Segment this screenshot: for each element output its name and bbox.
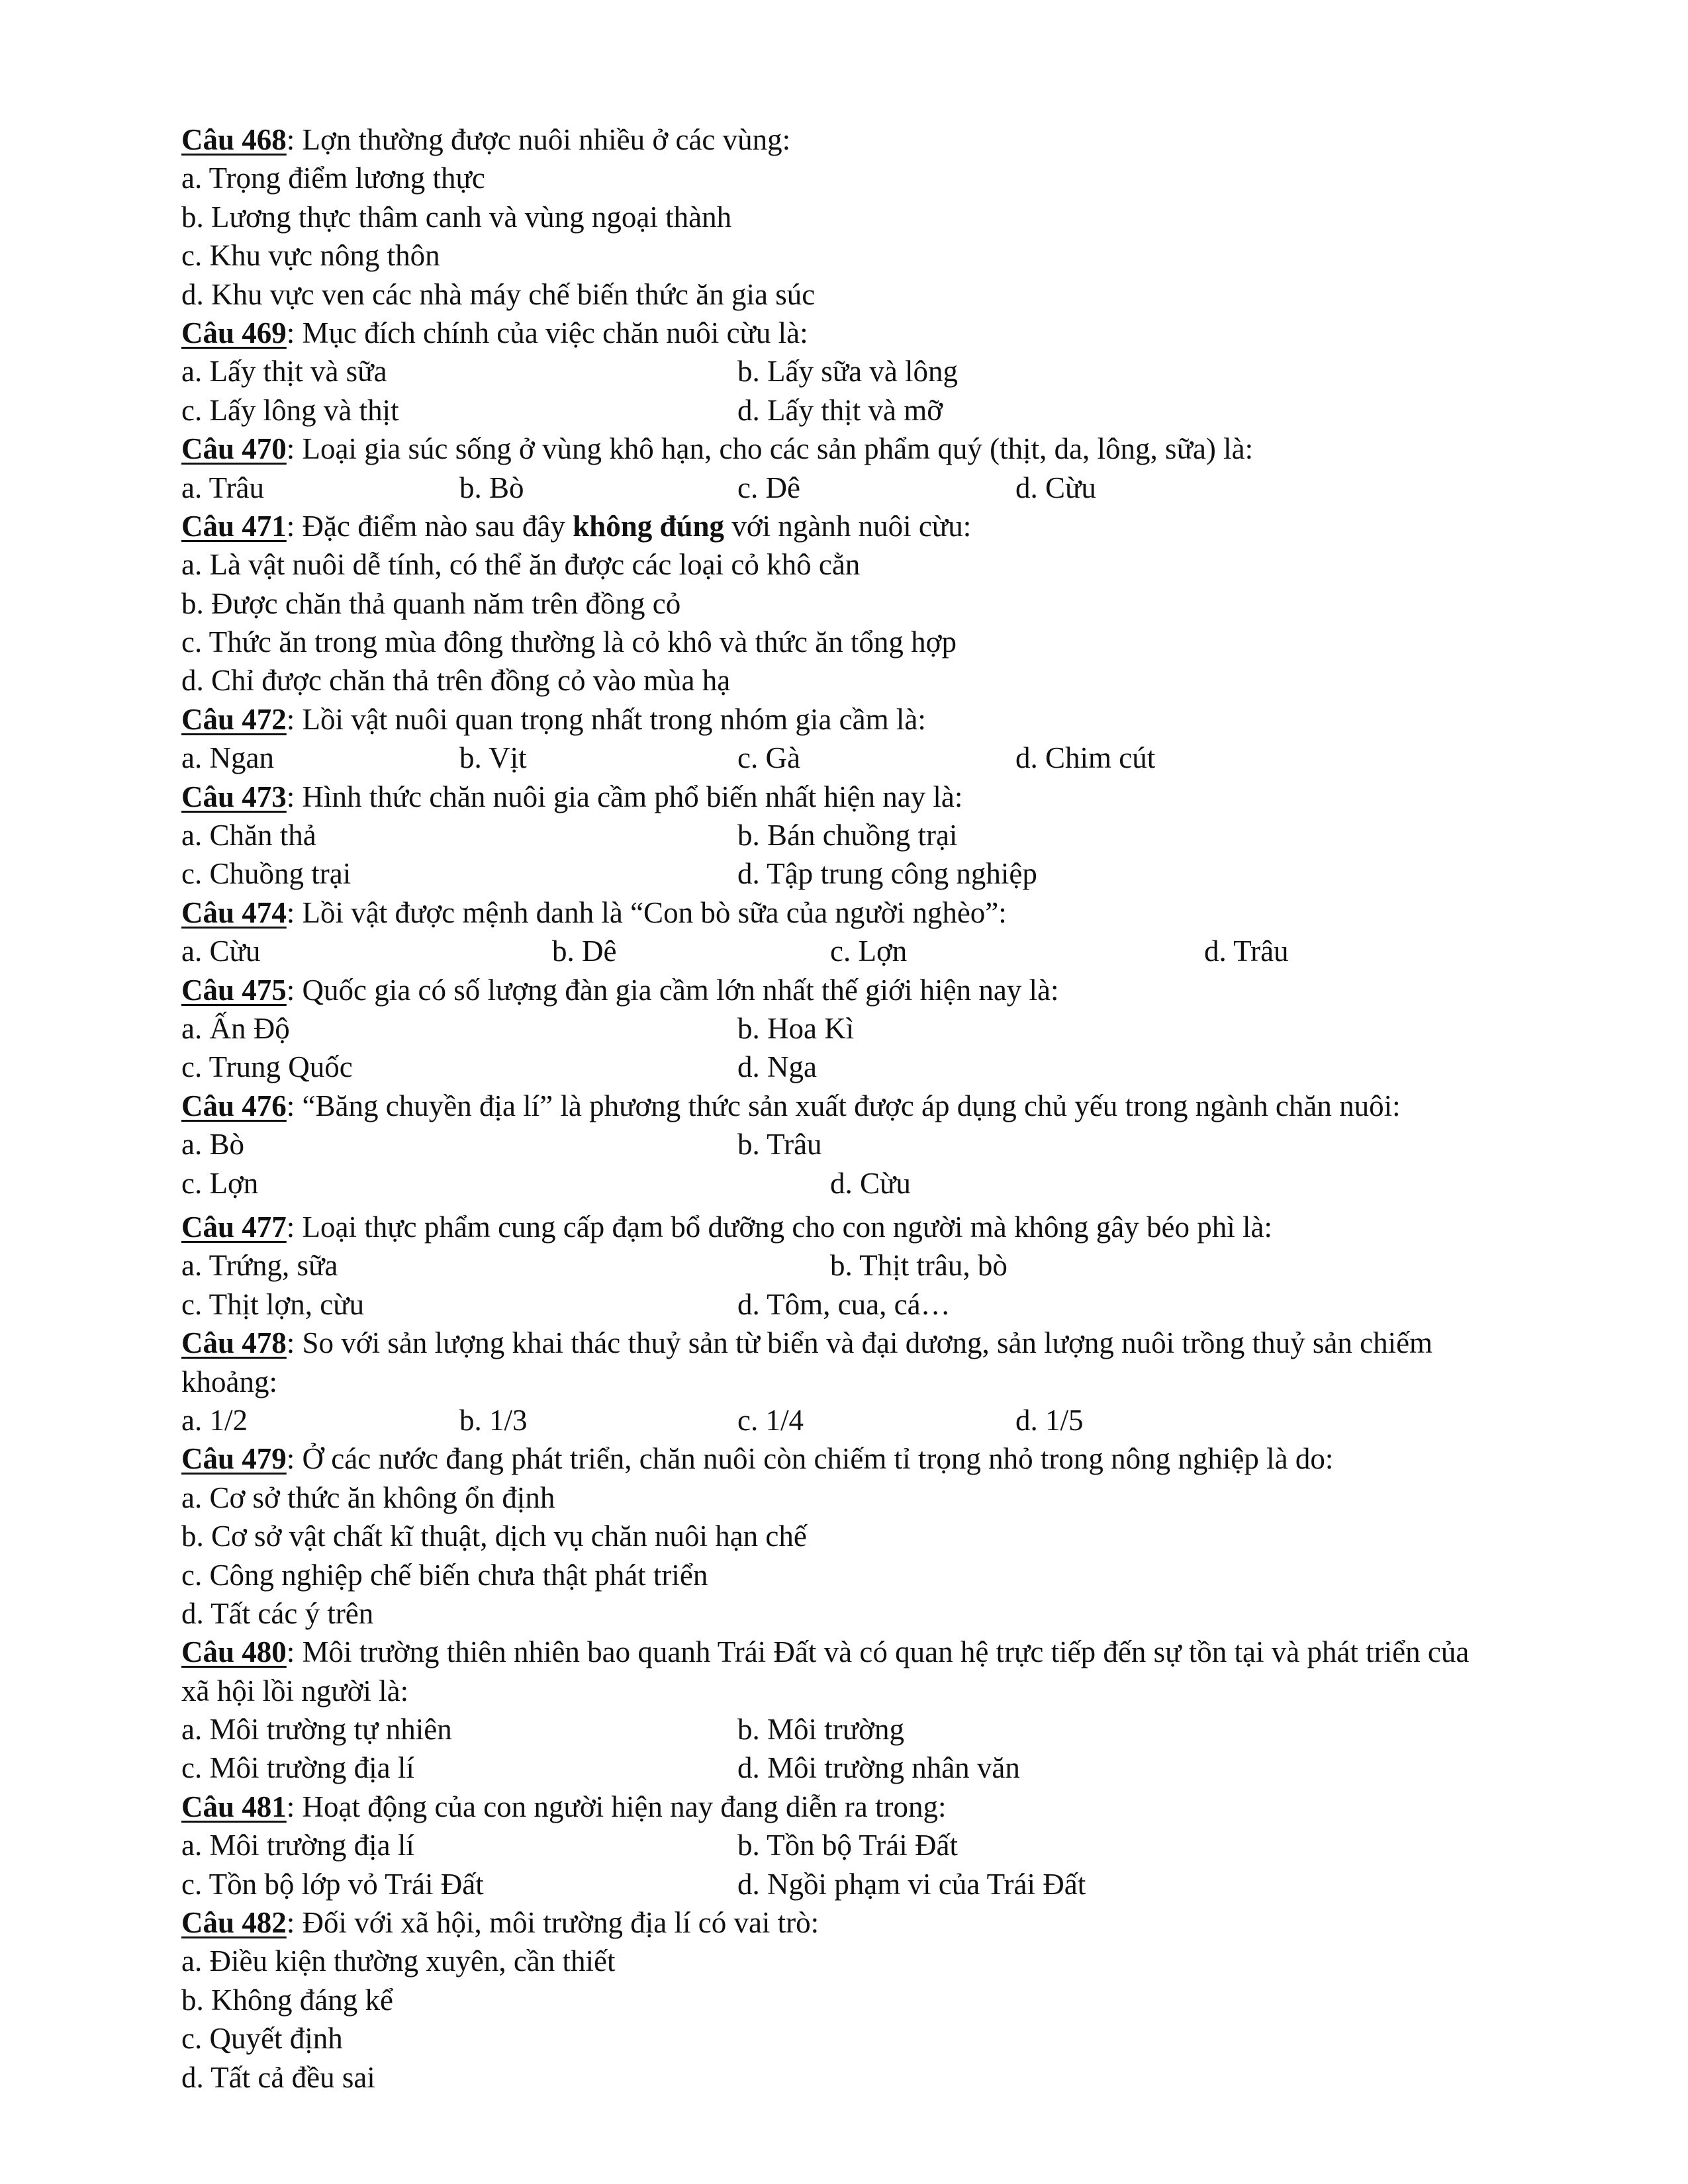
question-473 xyxy=(181,778,1512,816)
option-c: c. Lợn xyxy=(181,1166,259,1200)
option-d: d. Tập trung công nghiệp xyxy=(737,857,1037,891)
emphasis-text: không đúng xyxy=(573,509,725,543)
option-c: c. Gà xyxy=(737,741,800,775)
question-474 xyxy=(181,893,1512,932)
question-text: : Lồi vật được mệnh danh là “Con bò sữa của người nghèo”: xyxy=(286,895,1007,929)
options-row xyxy=(181,1285,1512,1324)
question-text: : Lồi vật nuôi quan trọng nhất trong nhóm gia cầm là: xyxy=(286,702,926,736)
question-478 xyxy=(181,1324,1479,1401)
option-d: d. Môi trường nhân văn xyxy=(737,1751,1020,1785)
question-475 xyxy=(181,971,1512,1009)
question-477 xyxy=(181,1208,1512,1246)
option-d: d. Cừu xyxy=(1015,471,1096,504)
question-number: Câu 471 xyxy=(181,509,287,543)
option-b: b. Vịt xyxy=(459,741,527,775)
option-d: d. Tất các ý trên xyxy=(181,1596,374,1630)
options-row xyxy=(181,816,1512,854)
option-d: d. 1/5 xyxy=(1015,1403,1084,1437)
question-text: : “Băng chuyền địa lí” là phương thức sản xuất được áp dụng chủ yếu trong ngành chăn nuôi: xyxy=(286,1089,1401,1122)
question-text: : Loại gia súc sống ở vùng khô hạn, cho các sản phẩm quý (thịt, da, lông, sữa) là: xyxy=(286,432,1254,466)
option-b: b. Bán chuồng trại xyxy=(737,819,958,852)
option-a: a. Môi trường địa lí xyxy=(181,1829,414,1862)
option-b: b. Lấy sữa và lông xyxy=(737,355,959,388)
question-number: Câu 474 xyxy=(181,895,287,929)
option-c: c. Thịt lợn, cừu xyxy=(181,1287,365,1321)
options-row xyxy=(181,1401,1512,1439)
option-d: d. Tất cả đều sai xyxy=(181,2060,375,2094)
option-a: a. Ấn Độ xyxy=(181,1011,290,1045)
option-d: d. Lấy thịt và mỡ xyxy=(737,393,943,427)
question-479 xyxy=(181,1439,1512,1478)
option-a: a. Trâu xyxy=(181,471,265,504)
option-d: d. Tôm, cua, cá… xyxy=(737,1287,951,1321)
option-b: b. 1/3 xyxy=(459,1403,528,1437)
option-a: a. Trọng điểm lương thực xyxy=(181,161,485,195)
spacer xyxy=(181,1203,1512,1208)
option-a: a. Bò xyxy=(181,1128,244,1161)
option-c: c. 1/4 xyxy=(737,1403,804,1437)
options-row xyxy=(181,1865,1512,1903)
options-row xyxy=(181,739,1512,777)
options-row xyxy=(181,932,1512,970)
option-c: c. Môi trường địa lí xyxy=(181,1751,414,1785)
question-482 xyxy=(181,1903,1512,1942)
option-a: a. 1/2 xyxy=(181,1403,248,1437)
option-d: d. Chỉ được chăn thả trên đồng cỏ vào mùa hạ xyxy=(181,664,731,698)
question-text: : Đặc điểm nào sau đây xyxy=(286,509,573,543)
options-row xyxy=(181,1749,1512,1787)
question-number: Câu 476 xyxy=(181,1089,287,1122)
option-d: d. Khu vực ven các nhà máy chế biến thức ăn gia súc xyxy=(181,277,816,311)
options-row xyxy=(181,1125,1512,1163)
question-471 xyxy=(181,507,1512,545)
option-a: a. Cừu xyxy=(181,934,261,968)
option-b: b. Hoa Kì xyxy=(737,1011,855,1045)
option-b: b. Trâu xyxy=(737,1128,822,1161)
option-b: b. Môi trường xyxy=(737,1713,904,1747)
option-b: b. Cơ sở vật chất kĩ thuật, dịch vụ chăn nuôi hạn chế xyxy=(181,1520,807,1553)
option-b: b. Dê xyxy=(552,934,617,968)
question-number: Câu 469 xyxy=(181,316,287,349)
question-468 xyxy=(181,120,1512,159)
option-b: b. Lương thực thâm canh và vùng ngoại thành xyxy=(181,200,732,234)
options-row xyxy=(181,352,1512,390)
option-b: b. Được chăn thả quanh năm trên đồng cỏ xyxy=(181,586,681,620)
question-text-end: với ngành nuôi cừu: xyxy=(724,509,972,543)
document-page xyxy=(181,120,1512,2097)
options-row xyxy=(181,391,1512,430)
option-d: d. Chim cút xyxy=(1015,741,1156,775)
options-row xyxy=(181,1048,1512,1086)
option-d: d. Trâu xyxy=(1204,934,1289,968)
question-481 xyxy=(181,1788,1512,1826)
option-c: c. Trung Quốc xyxy=(181,1050,353,1084)
question-number: Câu 480 xyxy=(181,1635,287,1669)
question-text: : Môi trường thiên nhiên bao quanh Trái Đất và có quan hệ trực tiếp đến sự tồn tại và phát triển của xã hội lồi người là: xyxy=(181,1635,1470,1707)
question-text: : Loại thực phẩm cung cấp đạm bổ dưỡng cho con người mà không gây béo phì là: xyxy=(286,1210,1272,1244)
option-d: d. Ngồi phạm vi của Trái Đất xyxy=(737,1867,1086,1901)
option-a: a. Môi trường tự nhiên xyxy=(181,1713,452,1747)
option-a: a. Cơ sở thức ăn không ổn định xyxy=(181,1480,555,1514)
question-number: Câu 470 xyxy=(181,432,287,466)
question-476 xyxy=(181,1087,1479,1125)
question-470 xyxy=(181,430,1512,468)
option-a: a. Chăn thả xyxy=(181,819,316,852)
option-c: c. Tồn bộ lớp vỏ Trái Đất xyxy=(181,1867,484,1901)
option-a: a. Lấy thịt và sữa xyxy=(181,355,387,388)
option-c: c. Chuồng trại xyxy=(181,857,352,891)
options-row xyxy=(181,854,1512,893)
option-a: a. Điều kiện thường xuyên, cần thiết xyxy=(181,1944,616,1978)
options-row xyxy=(181,1710,1512,1749)
question-number: Câu 472 xyxy=(181,702,287,736)
question-number: Câu 477 xyxy=(181,1210,287,1244)
option-a: a. Ngan xyxy=(181,741,274,775)
question-text: : Hình thức chăn nuôi gia cầm phổ biến nhất hiện nay là: xyxy=(286,780,963,813)
option-c: c. Lợn xyxy=(830,934,908,968)
question-number: Câu 481 xyxy=(181,1790,287,1823)
question-number: Câu 475 xyxy=(181,973,287,1007)
question-472 xyxy=(181,700,1512,739)
option-b: b. Tồn bộ Trái Đất xyxy=(737,1829,958,1862)
option-a: a. Là vật nuôi dễ tính, có thể ăn được các loại cỏ khô cằn xyxy=(181,548,861,582)
option-c: c. Thức ăn trong mùa đông thường là cỏ khô và thức ăn tổng hợp xyxy=(181,625,957,659)
question-text: : So với sản lượng khai thác thuỷ sản từ biển và đại dương, sản lượng nuôi trồng thuỷ sản chiếm khoảng: xyxy=(181,1326,1433,1398)
options-row xyxy=(181,469,1512,507)
question-469 xyxy=(181,314,1512,352)
option-c: c. Khu vực nông thôn xyxy=(181,239,440,273)
option-a: a. Trứng, sữa xyxy=(181,1249,338,1283)
option-d: d. Cừu xyxy=(830,1166,911,1200)
options-row xyxy=(181,1246,1512,1285)
option-c: c. Lấy lông và thịt xyxy=(181,393,399,427)
options-row xyxy=(181,1826,1512,1864)
option-c: c. Công nghiệp chế biến chưa thật phát triển xyxy=(181,1558,708,1592)
question-number: Câu 473 xyxy=(181,780,287,813)
option-b: b. Thịt trâu, bò xyxy=(830,1249,1008,1283)
options-row xyxy=(181,1009,1512,1048)
question-text: : Đối với xã hội, môi trường địa lí có vai trò: xyxy=(286,1906,820,1940)
options-row xyxy=(181,1164,1512,1203)
option-c: c. Dê xyxy=(737,471,800,504)
question-text: : Ở các nước đang phát triển, chăn nuôi còn chiếm tỉ trọng nhỏ trong nông nghiệp là do: xyxy=(286,1442,1334,1476)
question-480 xyxy=(181,1633,1479,1710)
question-text: : Quốc gia có số lượng đàn gia cầm lớn nhất thế giới hiện nay là: xyxy=(286,973,1059,1007)
option-b: b. Không đáng kể xyxy=(181,1983,393,2017)
option-b: b. Bò xyxy=(459,471,524,504)
question-text: : Hoạt động của con người hiện nay đang diễn ra trong: xyxy=(286,1790,947,1823)
option-c: c. Quyết định xyxy=(181,2022,343,2056)
question-number: Câu 468 xyxy=(181,123,287,156)
question-number: Câu 479 xyxy=(181,1442,287,1476)
question-number: Câu 482 xyxy=(181,1906,287,1940)
question-text: : Mục đích chính của việc chăn nuôi cừu là: xyxy=(286,316,808,349)
option-d: d. Nga xyxy=(737,1050,817,1084)
question-text: : Lợn thường được nuôi nhiều ở các vùng: xyxy=(286,123,791,156)
question-number: Câu 478 xyxy=(181,1326,287,1360)
